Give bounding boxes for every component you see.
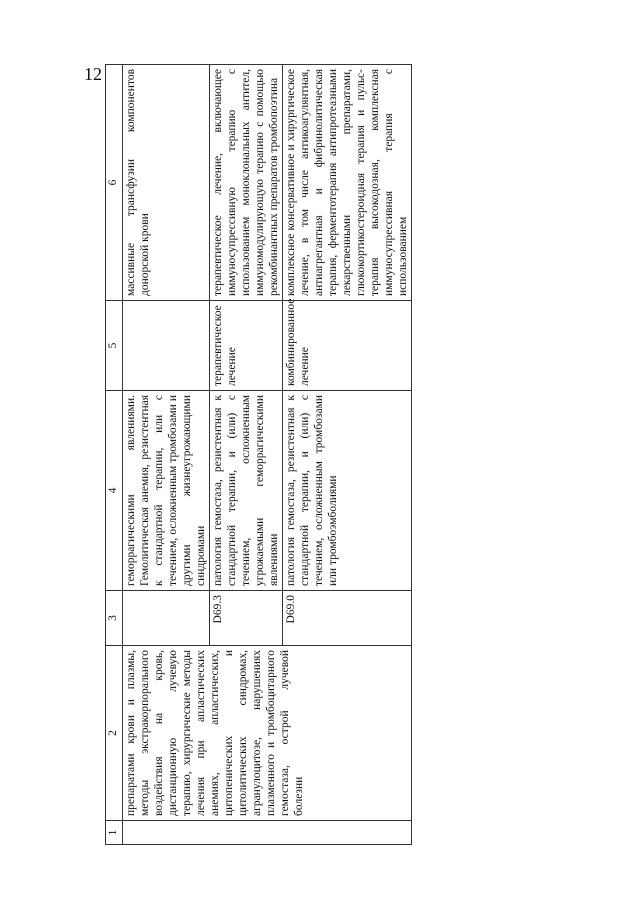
- row-number-cell: [123, 821, 412, 845]
- treatment-method-cell: массивные трансфузии компонентов донорской крови: [123, 65, 210, 301]
- icd-code-cell: D69.0: [283, 591, 412, 646]
- header-row: [106, 65, 123, 845]
- medical-care-table: [105, 64, 412, 845]
- icd-code-cell: D69.3: [210, 591, 283, 646]
- header-col-5: 5: [106, 301, 123, 391]
- header-col-3: 3: [106, 591, 123, 646]
- header-col-2: 2: [106, 646, 123, 821]
- page-number: 12: [84, 64, 102, 84]
- treatment-type-cell: [123, 301, 210, 391]
- header-col-6: 6: [106, 65, 123, 301]
- diagnosis-cell: патология гемостаза, резистентная к стандартной терапии, и (или) с течением, осложненным тромбозами или тромбоэмболиями: [283, 391, 412, 591]
- treatment-method-cell: терапевтическое лечение, включающее иммуносупрессивную терапию с использованием моноклональных антител, иммуномодулирующую терапию с помощью рекомбинантных препаратов тромбопоэтина: [210, 65, 283, 301]
- treatment-method-cell: комплексное консервативное и хирургическое лечение, в том числе антикоагулянтная, антиагрегантная и фибринолитическая терапия, ферментотерапия антипротеазными лекарственными препаратами, глюкокортикостероидная терапия и пульс-терапия высокодозная, комплексная иммуносупрессивная терапия с использованием: [283, 65, 412, 301]
- header-col-1: 1: [106, 821, 123, 845]
- treatment-methods-cell: препаратами крови и плазмы, методы экстракорпорального воздействия на кровь, дистанционную лучевую терапию, хирургические методы лечения при апластических анемиях, апластических, цитопенических и цитолитических синдромах, агранулоцитозе, нарушениях плазменного и тромбоцитарного гемостаза, острой лучевой болезни: [123, 646, 412, 821]
- header-col-4: 4: [106, 391, 123, 591]
- table-row: [123, 65, 210, 845]
- diagnosis-cell: геморрагическими явлениями. Гемолитическая анемия, резистентная к стандартной терапии, или с течением, осложненным тромбозами и другими жизнеугрожающими синдромами: [123, 391, 210, 591]
- icd-code-cell: [123, 591, 210, 646]
- treatment-type-cell: комбинированное лечение: [283, 301, 412, 391]
- rotated-table-container: [105, 65, 640, 845]
- treatment-type-cell: терапевтическое лечение: [210, 301, 283, 391]
- diagnosis-cell: патология гемостаза, резистентная к стандартной терапии, и (или) с течением, осложненным угрожаемыми геморрагическими явлениями: [210, 391, 283, 591]
